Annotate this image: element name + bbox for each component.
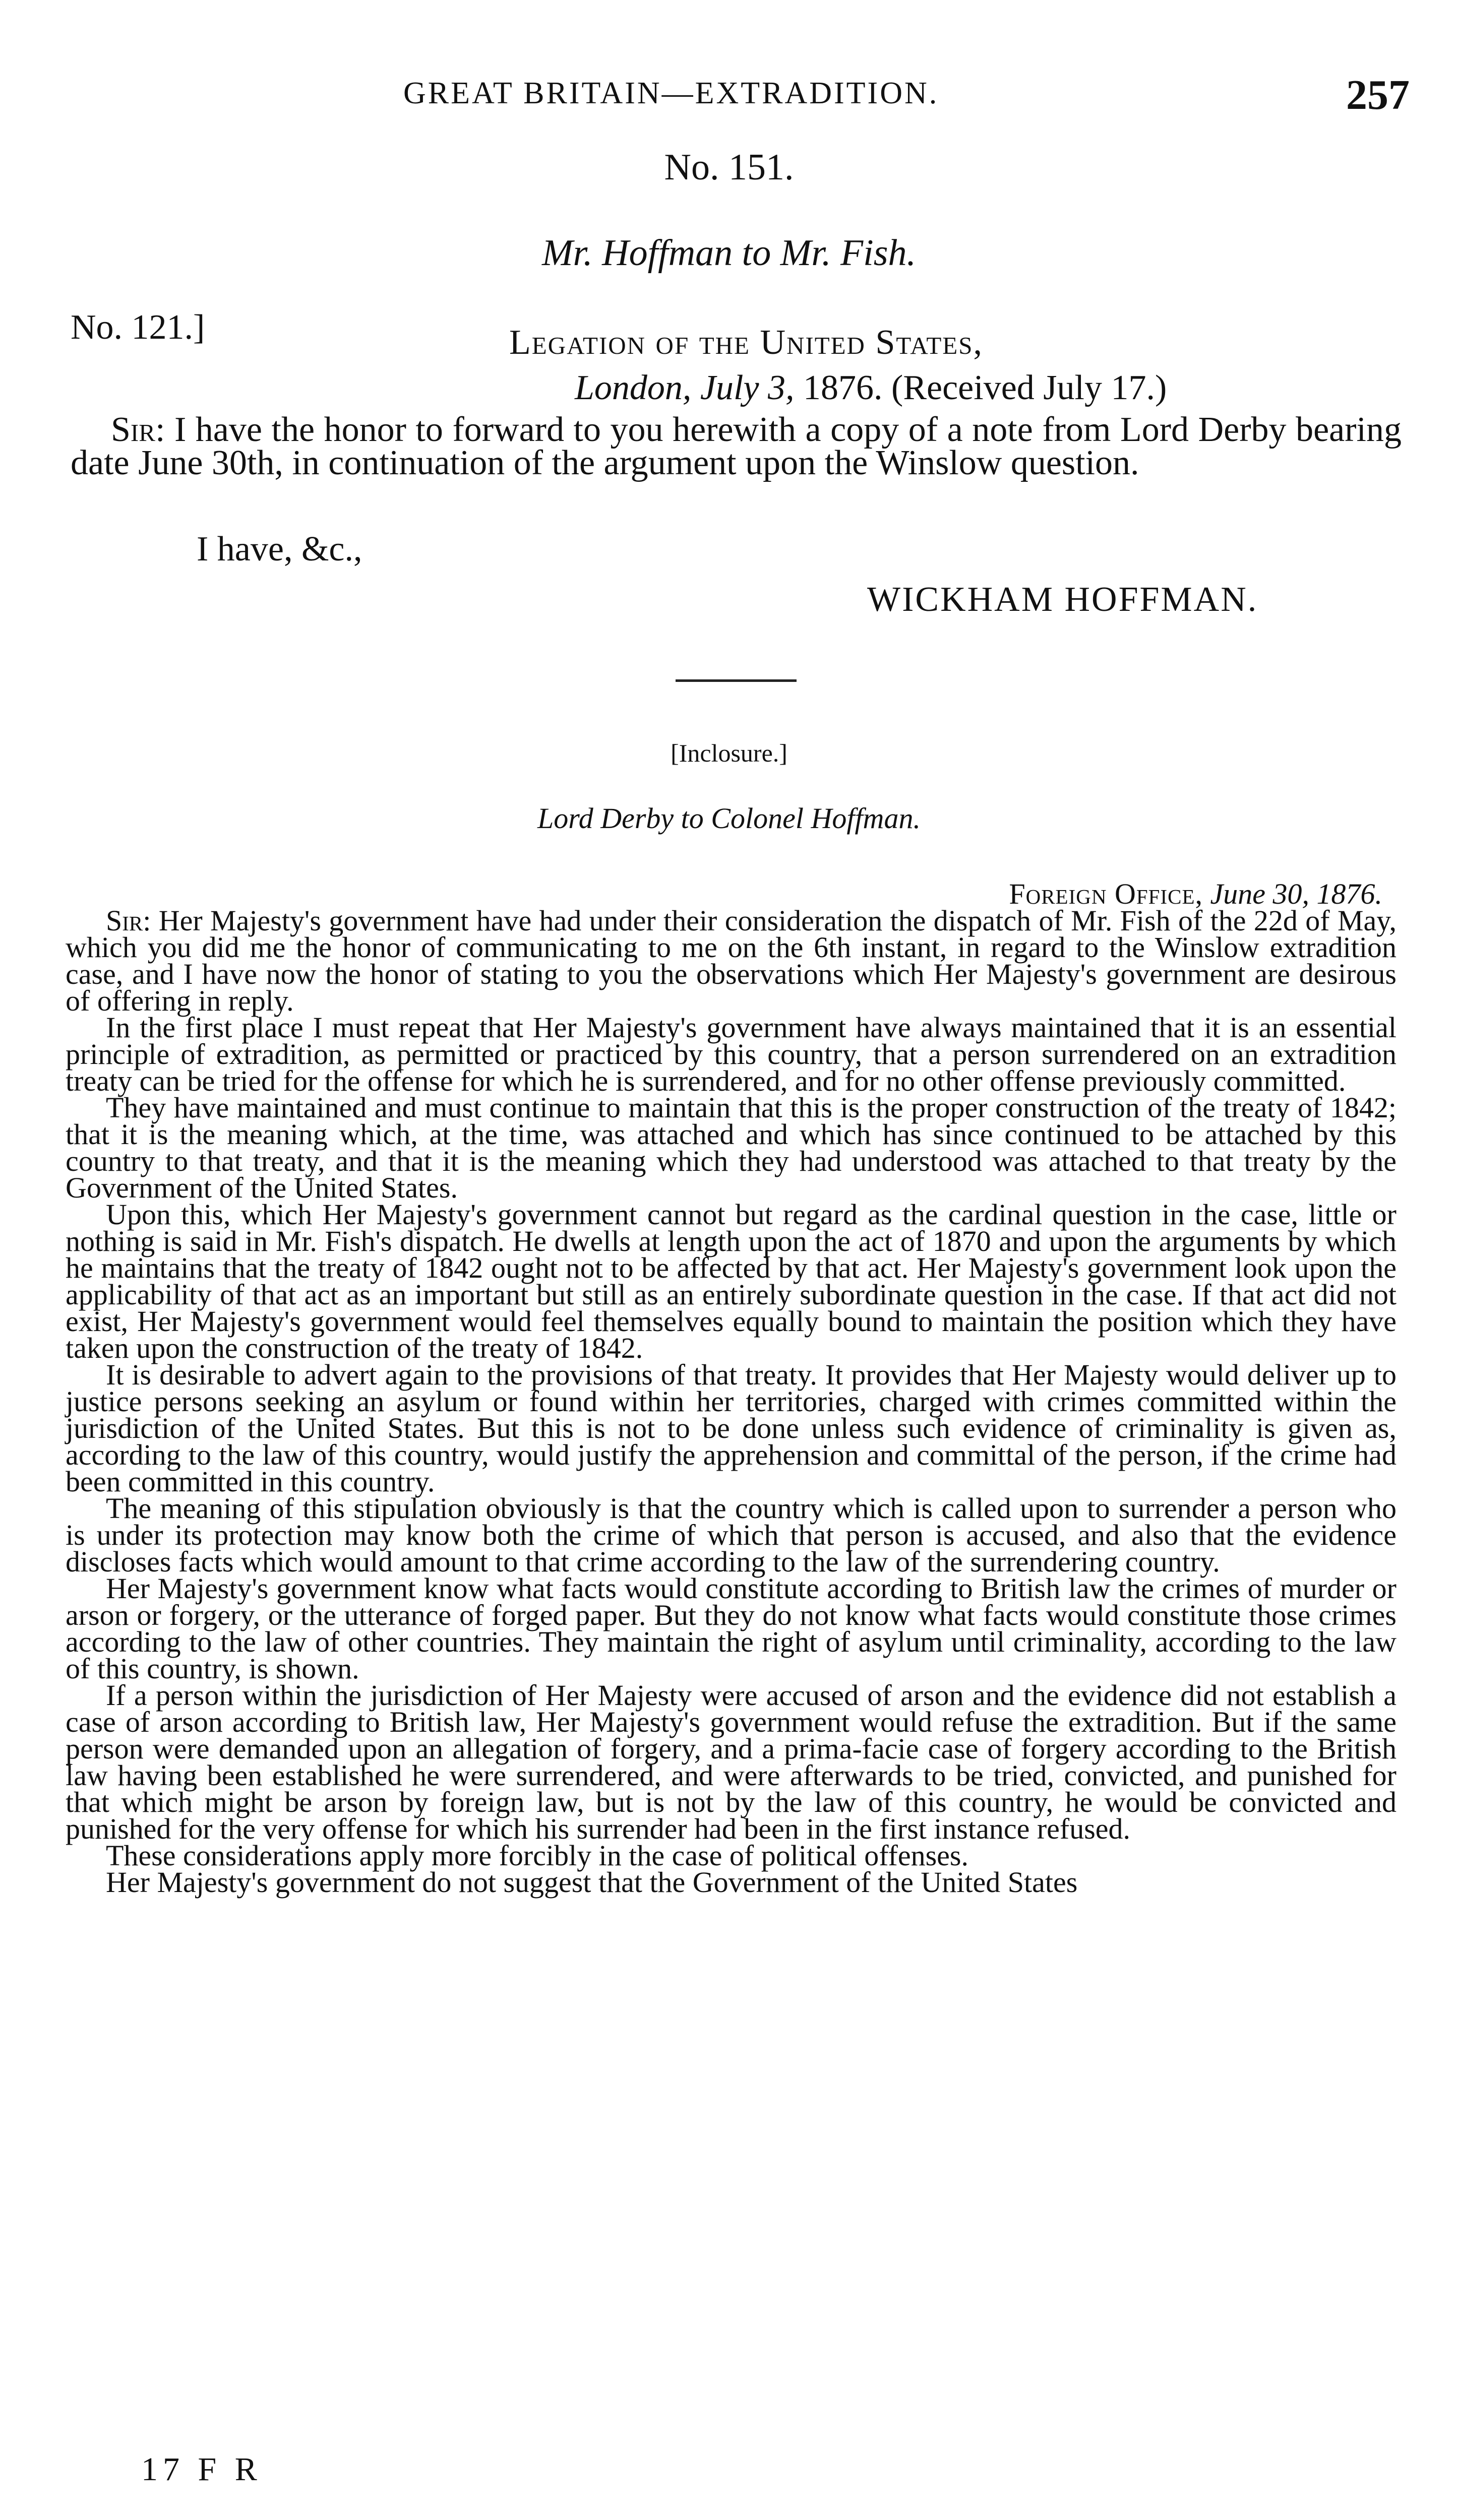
- paragraph: Upon this, which Her Majesty's government cannot but regard as the cardinal question in the case, little or nothing is said in Mr. Fish's dispatch. He dwells at length upon the act of 1870 and upon the arguments by which he maintains that the treaty of 1842 ought not to be affected by that act. Her Majesty's government look upon the applicability of that act as an important but still as an entirely subordinate question in the case. If that act did not exist, Her Majesty's government would feel themselves equally bound to maintain the position which they have taken upon the construction of the treaty of 1842.: [66, 1198, 1396, 1364]
- inclosure-date: June 30, 1876.: [1210, 877, 1382, 910]
- paragraph: They have maintained and must continue to maintain that this is the proper construction of the treaty of 1842; that it is the meaning which, at the time, was attached and which has since continued to be attached by this country to that treaty, and that it is the meaning which they had understood was attached to that treaty by the Government of the United States.: [66, 1091, 1396, 1204]
- letter-body: [71, 410, 1402, 482]
- inclosure-title: Lord Derby to Colonel Hoffman.: [537, 802, 921, 835]
- paragraph-text: : Her Majesty's government have had under their consideration the dispatch of Mr. Fish of the 22d of May, which you did me the honor of communicating to me on the 6th instant, in regard to the Winslow extradition case, and I have now the honor of stating to you the observations which Her Majesty's government are desirous of offering in reply.: [66, 904, 1396, 1017]
- letter-title: Mr. Hoffman to Mr. Fish.: [541, 232, 917, 274]
- running-head: GREAT BRITAIN—EXTRADITION.: [403, 76, 939, 110]
- paragraph: If a person within the jurisdiction of Her Majesty were accused of arson and the evidence did not establish a case of arson according to British law, Her Majesty's government would refuse the extradition. But if the same person were demanded upon an allegation of forgery, and a prima-facie case of forgery according to the British law having been established he were surrendered, and were afterwards to be tried, convicted, and punished for that which might be arson by foreign law, but is not by the law of this country, he would be convicted and punished for the very offense for which his surrender had been in the first instance refused.: [66, 1679, 1396, 1845]
- inclosure-salutation: Sir: [106, 904, 143, 937]
- letter-dateline: [575, 368, 1167, 408]
- paragraph: [66, 904, 1396, 1017]
- dateline-place: London, July 3,: [575, 368, 795, 407]
- letter-closing: I have, &c.,: [197, 530, 362, 569]
- received-note: (Received July 17.): [882, 368, 1167, 407]
- letter-body-text: : I have the honor to forward to you herewith a copy of a note from Lord Derby bearing date June 30th, in continuation of the argument upon the Winslow question.: [71, 410, 1402, 482]
- paragraph: Her Majesty's government know what facts would constitute according to British law the crimes of murder or arson or forgery, or the utterance of forged paper. But they do not know what facts would constitute those crimes according to the law of other countries. They maintain the right of asylum until criminality, according to the law of this country, is shown.: [66, 1572, 1396, 1685]
- inclosure-body: [66, 904, 1396, 1899]
- paragraph: In the first place I must repeat that Her Majesty's government have always maintained that it is an essential principle of extradition, as permitted or practiced by this country, that a person surrendered on an extradition treaty can be tried for the offense for which he is surrendered, and for no other offense previously committed.: [66, 1011, 1396, 1097]
- paragraph: Her Majesty's government do not suggest that the Government of the United States: [106, 1866, 1078, 1899]
- section-divider: [676, 679, 797, 682]
- inclosure-office: Foreign Office,: [1009, 877, 1203, 910]
- despatch-number: No. 121.]: [71, 308, 205, 347]
- document-number: No. 151.: [664, 147, 794, 188]
- inclosure-label: [Inclosure.]: [671, 739, 787, 767]
- paragraph: It is desirable to advert again to the provisions of that treaty. It provides that Her Majesty would deliver up to justice persons seeking an asylum or found within her territories, charged with crimes committed within the jurisdiction of the United States. But this is not to be done unless such evidence of criminality is given as, according to the law of this country, would justify the apprehension and committal of the person, if the crime had been committed in this country.: [66, 1358, 1396, 1498]
- dateline-year: 1876.: [794, 368, 883, 407]
- paragraph: The meaning of this stipulation obviously is that the country which is called upon to surrender a person who is under its protection may know both the crime of which that person is accused, and also that the evidence discloses facts which would amount to that crime according to the law of the surrendering country.: [66, 1492, 1396, 1578]
- paragraph: These considerations apply more forcibly in the case of political offenses.: [106, 1839, 968, 1872]
- page-number: 257: [1346, 72, 1410, 118]
- letter-signature: WICKHAM HOFFMAN.: [867, 580, 1258, 619]
- legation-heading: Legation of the United States,: [509, 323, 983, 362]
- letter-salutation: Sir: [111, 410, 155, 449]
- printer-signature-mark: 17 F R: [141, 2451, 262, 2488]
